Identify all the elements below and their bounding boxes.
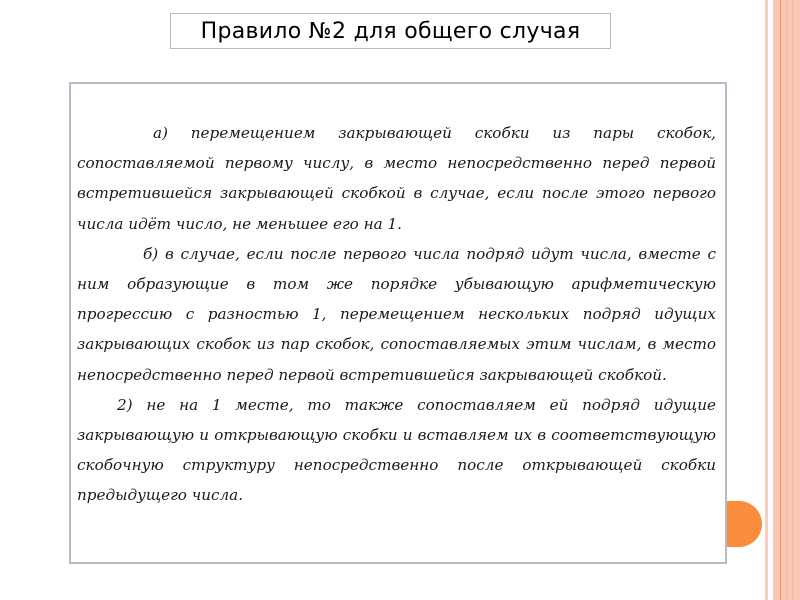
decor-stripe <box>765 0 768 600</box>
decor-stripe-line <box>786 0 787 600</box>
paragraph-b: б) в случае, если после первого числа подряд идут числа, вместе с ним образующие в том же порядке убывающую арифметическую прогрессию с разностью 1, перемещением нескольких подряд идущих закрывающих скобок из пар скобок, сопоставляемых этим числам, в место непосредственно перед первой встретившейся закрывающей скобкой. <box>77 244 716 384</box>
paragraph-2: 2) не на 1 месте, то также сопоставляем ей подряд идущие закрывающую и открывающую скобки и вставляем их в соответствующую скобочную структуру непосредственно после открывающей скобки предыдущего числа. <box>77 395 716 505</box>
paragraph-a: а) перемещением закрывающей скобки из пары скобок, сопоставляемой первому числу, в место непосредственно перед первой встретившейся закрывающей скобкой в случае, если после этого первого числа идёт число, не меньшее его на 1. <box>77 124 716 233</box>
decor-stripe-line <box>792 0 793 600</box>
slide-title-box <box>170 13 611 49</box>
decor-stripe-line <box>780 0 781 600</box>
slide-title: Правило №2 для общего случая <box>200 18 581 44</box>
content-box <box>69 82 727 564</box>
content-body <box>77 118 716 511</box>
decor-half-circle <box>727 501 762 547</box>
